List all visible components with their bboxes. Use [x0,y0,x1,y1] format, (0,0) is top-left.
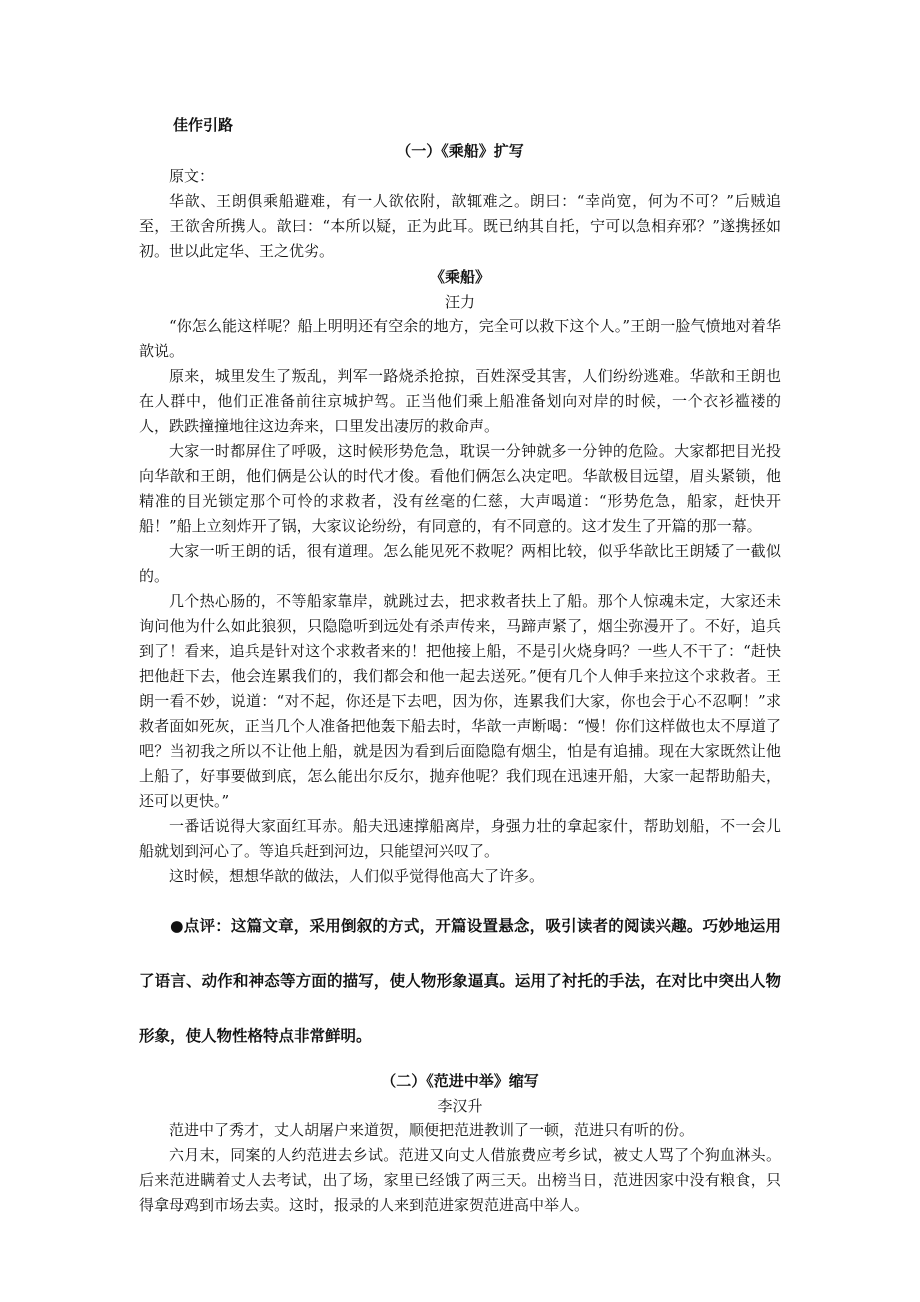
paragraph: “你怎么能这样呢？船上明明还有空余的地方，完全可以救下这个人。”王朗一脸气愤地对着华歆说。 [139,317,781,360]
section-label: 佳作引路 [173,116,234,134]
paragraph: 大家一时都屏住了呼吸，这时候形势危急，耽误一分钟就多一分钟的危险。大家都把目光投向华歆和王朗，他们俩是公认的时代才俊。看他们俩怎么决定吧。华歆极目远望，眉头紧锁，他精准的目光锁定那个可怜的求救者，没有丝毫的仁慈，大声喝道：“形势危急，船家，赶快开船！”船上立刻炸开了锅，大家议论纷纷，有同意的，有不同意的。这才发生了开篇的那一幕。 [139,442,781,535]
piece-one-author: 汪力 [444,293,475,311]
paragraph: 原来，城里发生了叛乱，判军一路烧杀抢掠，百姓深受其害，人们纷纷逃难。华歆和王朗也在人群中，他们正准备前往京城护驾。正当他们乘上船准备划向对岸的时候，一个衣衫褴褛的人，跌跌撞撞地往这边奔来，口里发出凄厉的救命声。 [139,367,781,435]
original-text: 华歆、王朗俱乘船避难，有一人欲依附，歆辄难之。朗曰：“幸尚宽，何为不可？”后贼追至，王欲舍所携人。歆曰：“本所以疑，正为此耳。既已纳其自托，宁可以急相弃邪？”遂携拯如初。世以此定华、王之优劣。 [139,192,781,260]
document-page [139,112,781,1218]
paragraph: 大家一听王朗的话，很有道理。怎么能见死不救呢？两相比较，似乎华歆比王朗矮了一截似的。 [139,542,781,585]
comment [139,899,781,1064]
piece-one-title: 《乘船》 [429,268,490,286]
paragraph: 六月末，同案的人约范进去乡试。范进又向丈人借旅费应考乡试，被丈人骂了个狗血淋头。后来范进瞒着丈人去考试，出了场，家里已经饿了两三天。出榜当日，范进因家中没有粮食，只得拿母鸡到市场去卖。这时，报录的人来到范进家贺范进高中举人。 [139,1146,781,1214]
piece-one [139,138,781,1064]
comment-label: ●点评： [170,917,231,935]
paragraph: 一番话说得大家面红耳赤。船夫迅速撑船离岸，身强力壮的拿起家什，帮助划船，不一会儿船就划到河心了。等追兵赶到河边，只能望河兴叹了。 [139,817,781,860]
comment-text: 这篇文章，采用倒叙的方式，开篇设置悬念，吸引读者的阅读兴趣。巧妙地运用了语言、动作和神态等方面的描写，使人物形象逼真。运用了衬托的手法，在对比中突出人物形象，使人物性格特点非常鲜明。 [139,917,781,1045]
paragraph: 这时候，想想华歆的做法，人们似乎觉得他高大了许多。 [169,867,545,885]
original-label: 原文： [169,167,215,185]
piece-two-heading: （二）《范进中举》缩写 [381,1072,539,1090]
piece-two [139,1068,781,1218]
paragraph: 几个热心肠的，不等船家靠岸，就跳过去，把求救者扶上了船。那个人惊魂未定，大家还未询问他为什么如此狼狈，只隐隐听到远处有杀声传来，马蹄声紧了，烟尘弥漫开了。不好，追兵到了！看来，追兵是针对这个求救者来的！把他接上船，不是引火烧身吗？一些人不干了：“赶快把他赶下去，他会连累我们的，我们都会和他一起去送死。”便有几个人伸手来拉这个求救者。王朗一看不妙，说道：“对不起，你还是下去吧，因为你，连累我们大家，你也会于心不忍啊！”求救者面如死灰，正当几个人准备把他轰下船去时，华歆一声断喝：“慢！你们这样做也太不厚道了吧？当初我之所以不让他上船，就是因为看到后面隐隐有烟尘，怕是有追捕。现在大家既然让他上船了，好事要做到底，怎么能出尔反尔，抛弃他呢？我们现在迅速开船，大家一起帮助船夫，还可以更快。” [139,592,781,810]
piece-one-heading: （一）《乘船》扩写 [396,142,524,160]
piece-two-author: 李汉升 [437,1097,483,1115]
paragraph: 范进中了秀才，丈人胡屠户来道贺，顺便把范进教训了一顿，范进只有听的份。 [169,1121,695,1139]
